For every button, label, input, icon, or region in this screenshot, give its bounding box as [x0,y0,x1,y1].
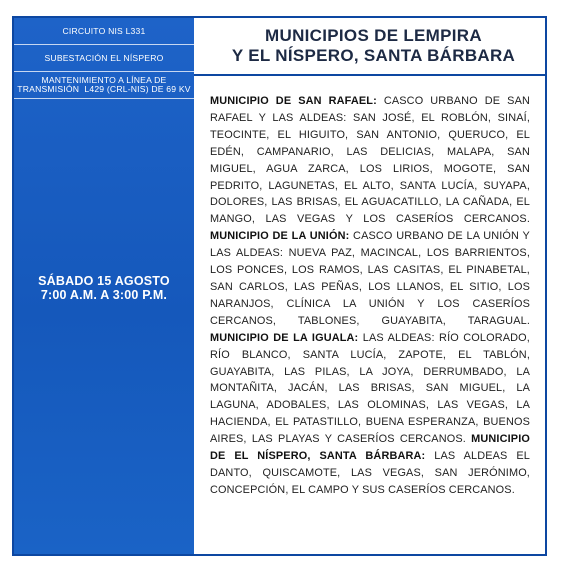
title-line-1: MUNICIPIOS DE LEMPIRA [265,25,482,45]
schedule [14,274,194,303]
schedule-time: 7:00 A.M. A 3:00 P.M. [40,288,168,303]
schedule-date: SÁBADO 15 AGOSTO [38,274,170,288]
circuit-label [14,18,194,45]
municipality-areas: CASCO URBANO DE SAN RAFAEL Y LAS ALDEAS: SAN JOSÉ, EL ROBLÓN, SINAÍ, TEOCINTE, EL HIGUITO, SAN ANTONIO, QUERUCO, EL EDÉN, CAMPANARIO, LAS DELICIAS, MALAPA, SAN MIGUEL, AGUA ZARCA, LOS LIRIOS, MOGOTE, SAN PEDRITO, LAGUNETAS, EL ALTO, SANTA LUCÍA, SUYAPA, DOLORES, LAS BRISAS, EL AGUACATILLO, LA CAÑADA, EL MANGO, LAS VEGAS Y LOS CASERÍOS CERCANOS. [210,95,530,226]
maintenance-label [14,72,194,99]
sidebar [14,18,194,554]
municipality-name: MUNICIPIO DE LA UNIÓN: [210,230,350,243]
municipality-name: MUNICIPIO DE SAN RAFAEL: [210,95,377,107]
municipality-areas: LAS ALDEAS: RÍO COLORADO, RÍO BLANCO, SANTA LUCÍA, ZAPOTE, EL TABLÓN, GUAYABITA, LAS PILAS, LA JOYA, DERRUMBADO, LA MONTAÑITA, JACÁN, LAS BRISAS, SAN MIGUEL, LA LAGUNA, ADOBALES, LAS OLOMINAS, LAS VEGAS, LA HACIENDA, EL PATASTILLO, BUENA ESPERANZA, BUENOS AIRES, LAS PLAYAS Y CASERÍOS CERCANOS. [210,331,530,446]
maintenance-line-1: MANTENIMIENTO A LÍNEA DE [41,74,167,85]
municipalities-text [194,76,545,499]
page-title [194,18,545,76]
title-line-2: Y EL NÍSPERO, SANTA BÁRBARA [231,46,516,65]
maintenance-line-2: TRANSMISIÓN L429 (CRL-NIS) DE 69 KV [17,84,191,94]
substation-text: SUBESTACIÓN EL NÍSPERO [44,53,164,63]
municipality-areas: CASCO URBANO DE LA UNIÓN Y LAS ALDEAS: NUEVA PAZ, MACINCAL, LOS BARRIENTOS, LOS PONCES, LOS RAMOS, LAS CASITAS, EL PINABETAL, SAN CARLOS, LAS PEÑAS, LOS LLANOS, EL SITIO, LOS NARANJOS, CLÍNICA LA UNIÓN Y LOS CASERÍOS CERCANOS, TABLONES, GUAYABITA, TARAGUAL. [210,230,530,327]
outage-notice-card [12,16,547,556]
municipality-name: MUNICIPIO DE LA IGUALA: [210,331,359,344]
circuit-text: CIRCUITO NIS L331 [62,26,146,36]
main-content [194,18,545,554]
municipality-areas: LAS ALDEAS EL DANTO, QUISCAMOTE, LAS VEGAS, SAN JERÓNIMO, CONCEPCIÓN, EL CAMPO Y SUS CASERÍOS CERCANOS. [210,450,531,496]
substation-label [14,45,194,72]
municipality-name: MUNICIPIO DE EL NÍSPERO, SANTA BÁRBARA: [210,433,530,463]
